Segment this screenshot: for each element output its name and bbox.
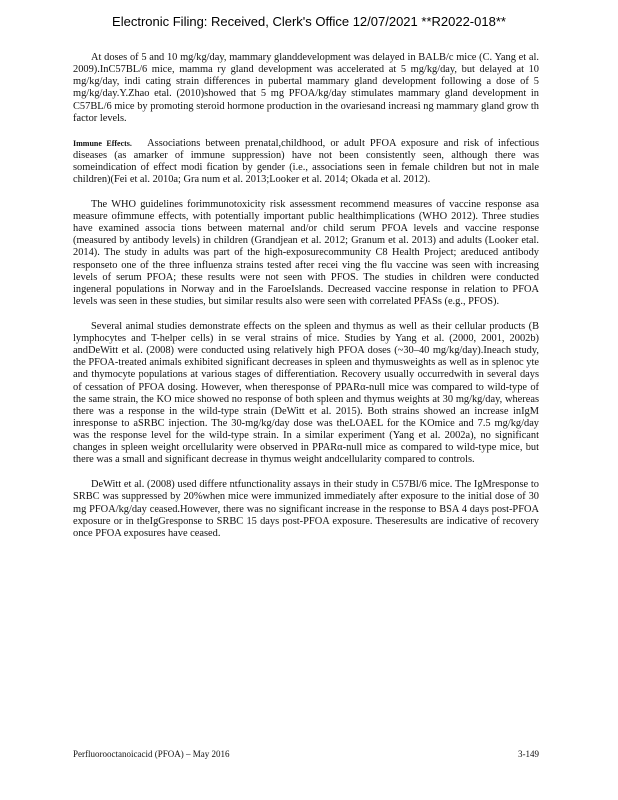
filing-stamp-header: Electronic Filing: Received, Clerk's Office 12/07/2021 **R2022-018**	[112, 14, 506, 29]
paragraph-who-guidelines: The WHO guidelines forimmunotoxicity risk assessment recommend measures of vaccine response asa measure ofimmune effects, with potentially important public healthimplications (WHO 2012). Three studies have examined associa tions between maternal and/or child serum PFOA levels and vaccine response (measured by antibody levels) in children (Grandjean et al. 2012; Granum et al. 2013) and adults (Looker etal. 2014). The study in adults was part of the high-exposurecommunity C8 Health Project; areduced antibody responseto one of the three influenza strains tested after recei ving the flu vaccine was seen with increasing levels of serum PFOA; these results were not seen with PFOS. The studies in children were conducted ingeneral populations in Norway and in the FaroeIslands. Decreased vaccine response in relation to PFOA levels was seen in these studies, but similar results also were seen with correlated PFASs (e.g., PFOS).	[73, 198, 539, 307]
paragraph-immune-effects	[73, 138, 539, 187]
paragraph-dewitt-2008: DeWitt et al. (2008) used differe ntfunctionality assays in their study in C57Bl/6 mice. The IgMresponse to SRBC was suppressed by 20%when mice were immunized immediately after exposure to the initial dose of 30 mg PFOA/kg/day ceased.However, there was no significant increase in the response to BSA 4 days post-PFOA exposure or in theIgGresponse to SRBC 15 days post-PFOA exposure. Theseresults are indicative of recovery once PFOA exposures have ceased.	[73, 479, 539, 539]
paragraph-animal-studies: Several animal studies demonstrate effects on the spleen and thymus as well as their cellular products (B lymphocytes and T-helper cells) in se veral strains of mice. Studies by Yang et al. (2000, 2001, 2002b) andDeWitt et al. (2008) were conducted using relatively high PFOA doses (~30–40 mg/kg/day).Ineach study, the PFOA-treated animals exhibited significant decreases in spleen and thymusweights as well as in splenoc yte and thymocyte populations at various stages of differentiation. Recovery usually occurredwith in several days of cessation of PFOA dosing. However, when theresponse of PPARα-null mice was compared to wild-type of the same strain, the KO mice showed no response of both spleen and thymus weights at 30 mg/kg/day, whereas there was a response in the wild-type strain (DeWitt et al. 2015). Both strains showed an increase inIgM inresponse to aSRBC injection. The 30-mg/kg/day dose was theLOAEL for the KOmice and 7.5 mg/kg/day was the response level for the wild-type strain. In a similar experiment (Yang et al. 2002a), no significant changes in spleen weight orcellularity were observed in PPARα-null mice as compared to wild-type mice, but there was a small and significant decrease in thymus weight andcellularity compared to controls.	[73, 320, 539, 466]
paragraph-immune-effects-text: Associations between prenatal,childhood, or adult PFOA exposure and risk of infectious diseases (as amarker of immune suppression) have not been consistently seen, although there was someindication of effect modi fication by gender (i.e., associations seen in female children but not in male children)(Fei et al. 2010a; Gra num et al. 2013;Looker et al. 2014; Okada et al. 2012).	[73, 137, 540, 185]
section-runin-heading: Immune Effects.	[73, 138, 132, 148]
document-body	[73, 52, 539, 553]
footer-document-title: Perfluorooctanoicacid (PFOA) – May 2016	[73, 749, 230, 759]
page-number: 3-149	[518, 749, 539, 759]
paragraph-mammary-gland: At doses of 5 and 10 mg/kg/day, mammary glanddevelopment was delayed in BALB/c mice (C. Yang et al. 2009).InC57BL/6 mice, mamma ry gland development was accelerated at 5 mg/kg/day, but delayed at 10 mg/kg/day, indi cating strain differences in pubertal mammary gland development following a dose of 5 mg/kg/day.Y.Zhao etal. (2010)showed that 5 mg PFOA/kg/day stimulates mammary gland development in C57BL/6 mice by promoting steroid hormone production in the ovariesand increasi ng mammary gland grow th factor levels.	[73, 52, 539, 124]
page-footer	[73, 749, 539, 759]
